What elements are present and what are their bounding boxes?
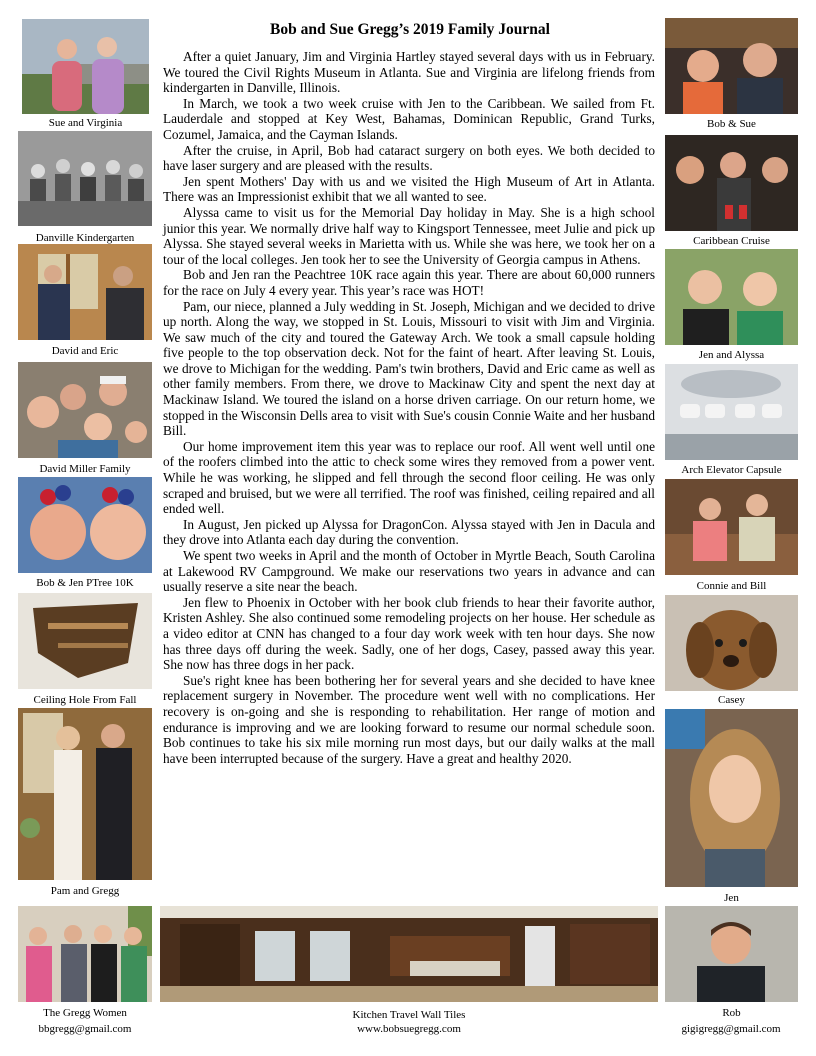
paragraph: In March, we took a two week cruise with Jen to the Caribbean. We sailed from Ft. Lauderdale and stopped at Key West, Bahamas, Dominican Republic, Grand Turks, Cozumel, Jamaica, and the Cayman Islands. — [163, 95, 655, 142]
caption-miller-family: David Miller Family — [39, 463, 131, 475]
caption-casey: Casey — [718, 694, 745, 706]
caption-connie-bill: Connie and Bill — [696, 580, 767, 592]
caption-arch: Arch Elevator Capsule — [681, 464, 782, 476]
footer-right-email[interactable]: gigigregg@gmail.com — [681, 1023, 781, 1035]
paragraph: We spent two weeks in April and the month of October in Myrtle Beach, South Carolina at Lakewood RV Campground. We make our reservations two years in advance and can usually reserve a site near the beach. — [163, 548, 655, 595]
photo-pam-gregg — [18, 708, 152, 880]
caption-kitchen: Kitchen Travel Wall Tiles — [352, 1009, 466, 1021]
photo-ptree-10k — [18, 477, 152, 573]
caption-ceiling: Ceiling Hole From Fall — [33, 694, 137, 706]
paragraph: Jen flew to Phoenix in October with her book club friends to hear their favorite author, Kristen Ashley. She also continued some remodeling projects on her house. Her schedule as a video editor at CNN has changed to a four day work week with ten hour days. She now has three days off during the week. Sadly, one of her dogs, Casey, passed away this year. She now has three dogs in her pack. — [163, 594, 655, 673]
caption-david-eric: David and Eric — [51, 345, 119, 357]
paragraph: Alyssa came to visit us for the Memorial Day holiday in May. She is a high school junior this year. We normally drive half way to Kingsport Tennessee, meet Julie and pick up Alyssa. She stayed several weeks in Marietta with us. While she was here, we took her on a tour of the local colleges. Jen took her to see the University of Georgia campus in Athens. — [163, 204, 655, 267]
caption-bob-sue: Bob & Sue — [707, 118, 756, 130]
photo-gregg-women — [18, 906, 152, 1002]
photo-casey — [665, 595, 798, 691]
paragraph: After a quiet January, Jim and Virginia Hartley stayed several days with us in February. We toured the Civil Rights Museum in Atlanta. Sue and Virginia are lifelong friends from kindergarten in Danville, Illinois. — [163, 49, 655, 96]
article-body — [163, 49, 655, 766]
photo-jen-alyssa — [665, 249, 798, 345]
photo-kitchen-panorama — [160, 906, 658, 1002]
caption-rob: Rob — [722, 1007, 741, 1019]
caption-gregg-women: The Gregg Women — [43, 1007, 127, 1019]
photo-danville-kindergarten — [18, 131, 152, 226]
photo-arch-capsule — [665, 364, 798, 460]
caption-cruise: Caribbean Cruise — [693, 235, 770, 247]
paragraph: Pam, our niece, planned a July wedding in St. Joseph, Michigan and we decided to drive up north. Along the way, we stopped in St. Louis, Missouri to visit with Jim and Virginia. We saw much of the city and toured the Gateway Arch. We took a small capsule holding five people to the top observation deck. Not for the faint of heart. After leaving St. Louis, we drove to Michigan for the wedding. Pam's twin brothers, David and Eric came as well as other family members. From there, we drove to Mackinaw City and spent the next day at Mackinaw Island. We toured the island on a horse driven carriage. On our return home, we stopped in the Wisconsin Dells area to visit with Sue's cousin Connie Waite and her husband Bill. — [163, 298, 655, 439]
photo-david-eric — [18, 244, 152, 340]
paragraph: Sue's right knee has been bothering her for several years and she decided to have knee replacement surgery in November. The procedure went well with no complications. Her recovery is on-going and she is responding to rehabilitation. Her range of motion and endurance is improving and we are looking forward to resume our normal schedule soon. Bob continues to take his six mile morning run most days, but our daily walks at the mall have been interrupted because of the surgery. Have a great and healthy 2020. — [163, 672, 655, 766]
caption-danville: Danville Kindergarten — [35, 232, 135, 244]
photo-rob — [665, 906, 798, 1002]
photo-connie-bill — [665, 479, 798, 575]
footer-website[interactable]: www.bobsuegregg.com — [357, 1023, 461, 1035]
photo-ceiling-hole — [18, 593, 152, 689]
photo-caribbean-cruise — [665, 135, 798, 231]
photo-david-miller-family — [18, 362, 152, 458]
paragraph: Our home improvement item this year was to replace our roof. All went well until one of the roofers climbed into the attic to check some wires they removed from a power vent. While he was working, he slipped and fell through the second floor ceiling. He was only scraped and bruised, but we were all terrified. The roof was finished, ceiling repaired and all ended well. — [163, 438, 655, 517]
paragraph: Bob and Jen ran the Peachtree 10K race again this year. There are about 60,000 runners for the race on July 4 every year. This year’s race was HOT! — [163, 267, 655, 298]
caption-jen-alyssa: Jen and Alyssa — [698, 349, 765, 361]
paragraph: In August, Jen picked up Alyssa for DragonCon. Alyssa stayed with Jen in Dacula and they drove into Atlanta each day during the convention. — [163, 516, 655, 548]
page-title: Bob and Sue Gregg’s 2019 Family Journal — [270, 21, 550, 38]
caption-ptree: Bob & Jen PTree 10K — [36, 577, 134, 589]
paragraph: After the cruise, in April, Bob had cataract surgery on both eyes. We both decided to have laser surgery and are pleased with the results. — [163, 142, 655, 174]
caption-sue-virginia: Sue and Virginia — [48, 117, 123, 129]
caption-jen: Jen — [724, 892, 739, 904]
caption-pam-gregg: Pam and Gregg — [50, 885, 120, 897]
photo-bob-sue — [665, 18, 798, 114]
photo-jen — [665, 709, 798, 887]
paragraph: Jen spent Mothers' Day with us and we visited the High Museum of Art in Atlanta. There was an Impressionist exhibit that we all wanted to see. — [163, 173, 655, 205]
photo-sue-virginia — [22, 19, 149, 114]
footer-left-email[interactable]: bbgregg@gmail.com — [38, 1023, 132, 1035]
